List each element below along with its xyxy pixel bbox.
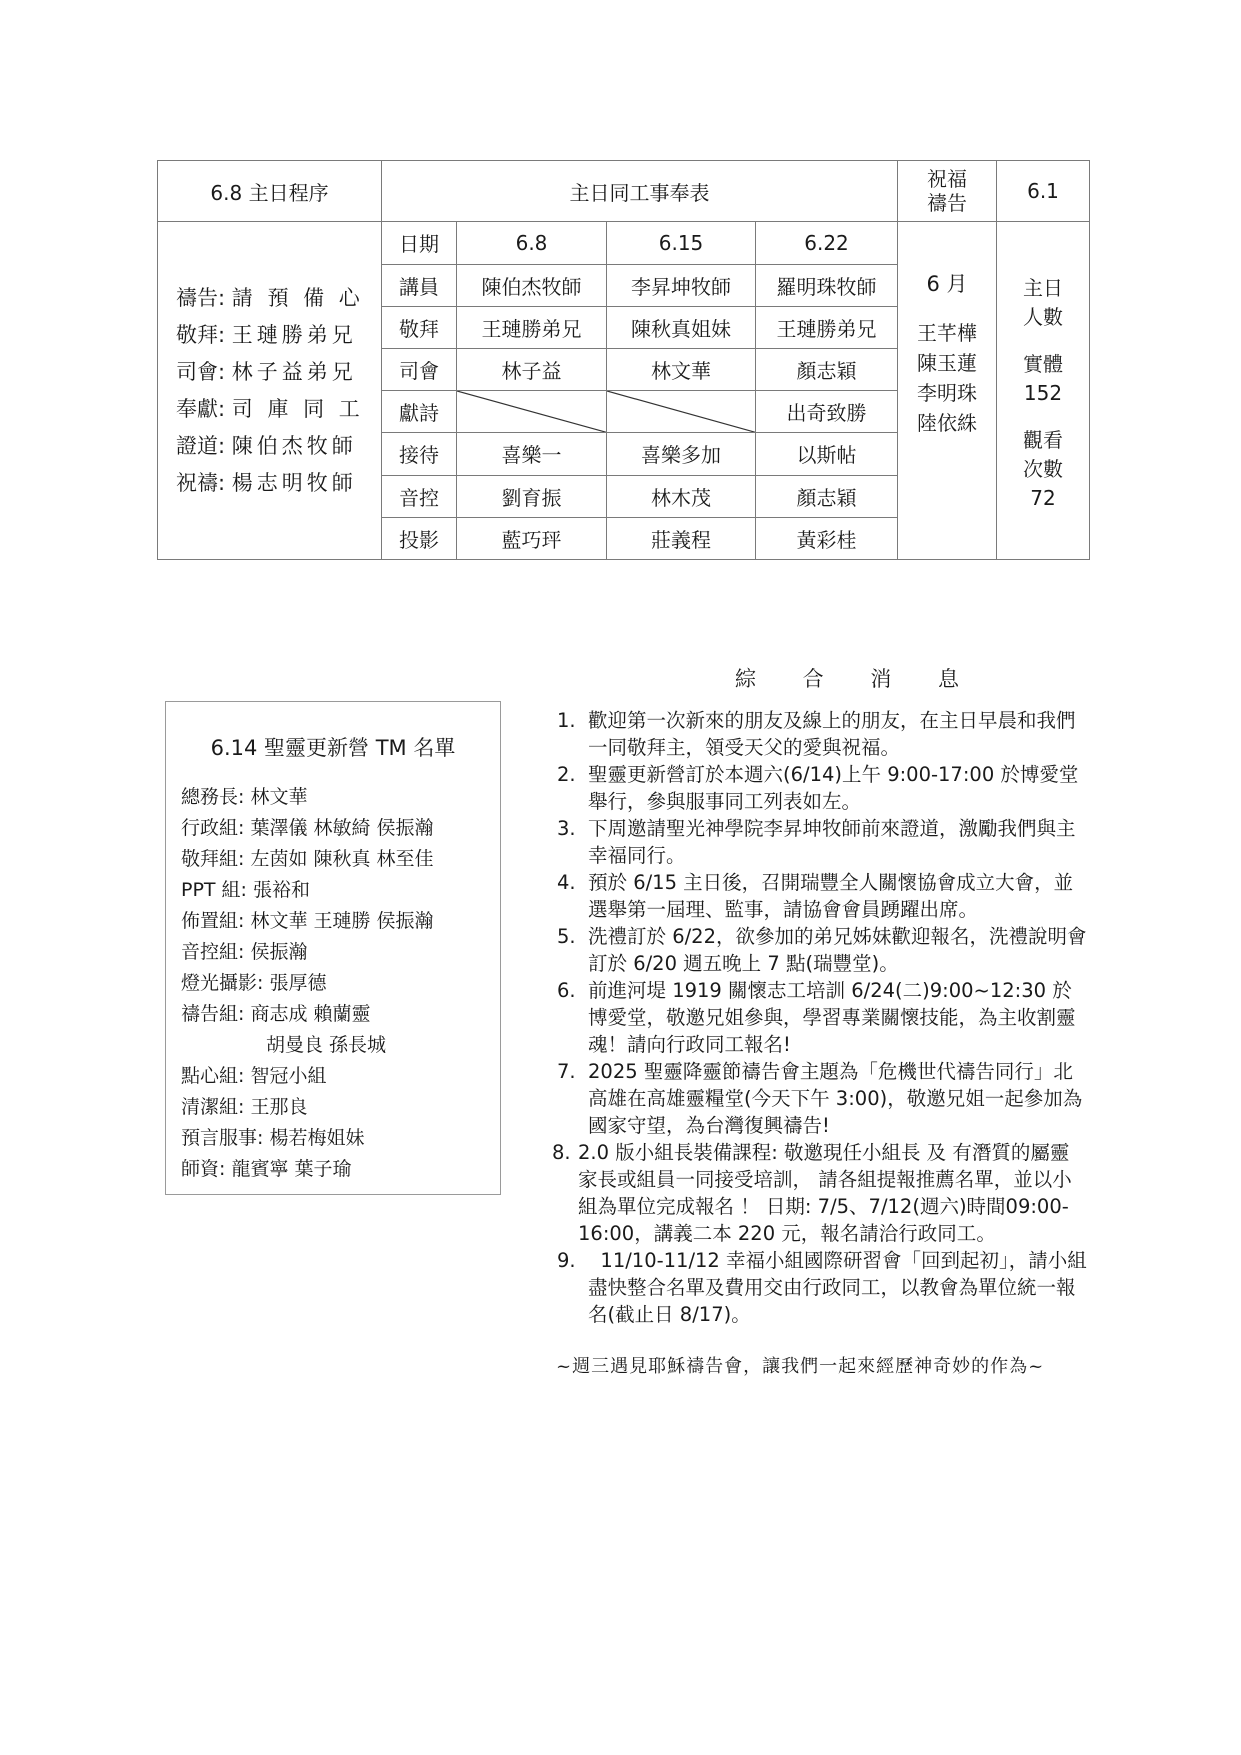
news-item: 8. 2.0 版小組長裝備課程: 敬邀現任小組長 及 有潛質的屬靈家長或組員一同接受培訓， 請各組提報推薦名單，並以小組為單位完成報名 ！ 日期: 7/5、7/12(週六)時間09:00-16:00，講義二本 220 元，報名請洽行政同工。 (552, 1141, 1072, 1245)
schedule-cell: 李昇坤牧師 (607, 264, 756, 306)
schedule-header-date: 日期 (382, 222, 457, 264)
schedule-role: 接待 (382, 433, 457, 475)
tm-roster-item: 佈置組: 林文華 王璉勝 侯振瀚 (181, 910, 434, 932)
schedule-cell: 顏志穎 (756, 475, 898, 517)
schedule-cell: 莊義程 (607, 517, 756, 559)
prayer-name: 王芊樺 (917, 321, 977, 346)
tm-roster-list (181, 782, 500, 1185)
program-list (176, 280, 381, 502)
tm-roster-item: PPT 組: 張裕和 (181, 879, 311, 901)
tm-roster-item: 禱告組: 商志成 賴蘭靈 (181, 1003, 371, 1025)
news-item: 9. 11/10-11/12 幸福小組國際研習會「回到起初」，請小組盡快整合名單及費用交由行政同工，以教會為單位統一報名(截止日 8/17)。 (557, 1249, 1087, 1326)
program-item: 司會: 林子益弟兄 (176, 359, 357, 384)
tm-roster-item: 預言服事: 楊若梅姐妹 (181, 1127, 365, 1149)
attendance-cell (997, 222, 1090, 560)
tm-roster-item: 敬拜組: 左茵如 陳秋真 林至佳 (181, 848, 434, 870)
program-title: 6.8 主日程序 (158, 161, 382, 222)
schedule-cell: 黃彩桂 (756, 517, 898, 559)
program-item: 奉獻: 司 庫 同 工 (176, 396, 364, 421)
schedule-cell: 王璉勝弟兄 (457, 306, 607, 348)
tm-roster-item: 音控組: 侯振瀚 (181, 941, 308, 963)
schedule-cell: 劉育振 (457, 475, 607, 517)
tm-roster-title: 6.14 聖靈更新營 TM 名單 (210, 736, 456, 760)
prayer-cell (898, 222, 997, 560)
attendance-label: 人數 (1023, 305, 1063, 330)
schedule-role: 司會 (382, 348, 457, 390)
tm-roster-item: 清潔組: 王那良 (181, 1096, 308, 1118)
empty-slash-cell (457, 391, 607, 433)
program-item: 祝禱: 楊志明牧師 (176, 470, 357, 495)
schedule-header-date: 6.8 (457, 222, 607, 264)
schedule-cell: 陳伯杰牧師 (457, 264, 607, 306)
schedule-cell: 陳秋真姐妹 (607, 306, 756, 348)
prayer-title: 祝福禱告 (898, 161, 997, 222)
physical-value: 152 (1023, 381, 1063, 406)
physical-label: 實體 (1023, 352, 1063, 377)
empty-slash-cell (607, 391, 756, 433)
closing-line: ~週三遇見耶穌禱告會，讓我們一起來經歷神奇妙的作為~ (556, 1356, 1045, 1377)
program-item: 禱告: 請 預 備 心 (176, 285, 364, 310)
schedule-cell: 羅明珠牧師 (756, 264, 898, 306)
news-item: 3. 下周邀請聖光神學院李昇坤牧師前來證道，激勵我們與主幸福同行。 (557, 817, 1076, 867)
prayer-name: 陸依絑 (917, 411, 977, 436)
prayer-name: 李明珠 (917, 381, 977, 406)
service-schedule-table (157, 160, 1090, 560)
news-item: 7. 2025 聖靈降靈節禱告會主題為「危機世代禱告同行」北高雄在高雄靈糧堂(今天下午 3:00)，敬邀兄姐一起參加為國家守望，為台灣復興禱告! (557, 1060, 1083, 1137)
views-label: 觀看 (1023, 428, 1063, 453)
schedule-role: 講員 (382, 264, 457, 306)
schedule-cell: 林木茂 (607, 475, 756, 517)
schedule-cell: 喜樂多加 (607, 433, 756, 475)
schedule-cell: 王璉勝弟兄 (756, 306, 898, 348)
program-list-cell (158, 222, 382, 560)
schedule-role: 敬拜 (382, 306, 457, 348)
schedule-cell: 顏志穎 (756, 348, 898, 390)
news-item: 5. 洗禮訂於 6/22，欲參加的弟兄姊妹歡迎報名，洗禮說明會訂於 6/20 週五晚上 7 點(瑞豐堂)。 (557, 925, 1087, 975)
program-item: 證道: 陳伯杰牧師 (176, 433, 357, 458)
news-item: 1. 歡迎第一次新來的朋友及線上的朋友，在主日早晨和我們一同敬拜主，領受天父的愛與祝福。 (557, 709, 1076, 759)
news-item: 6. 前進河堤 1919 關懷志工培訓 6/24(二)9:00~12:30 於博愛堂，敬邀兄姐參與，學習專業關懷技能，為主收割靈魂！請向行政同工報名! (557, 979, 1076, 1056)
prayer-names (898, 318, 996, 438)
tm-roster-item: 胡曼良 孫長城 (266, 1034, 387, 1056)
news-item: 4. 預於 6/15 主日後，召開瑞豐全人關懷協會成立大會，並選舉第一屆理、監事，請協會會員踴躍出席。 (557, 871, 1074, 921)
views-label: 次數 (1023, 457, 1063, 482)
tm-roster-item: 總務長: 林文華 (181, 786, 308, 808)
schedule-cell: 林文華 (607, 348, 756, 390)
schedule-role: 獻詩 (382, 391, 457, 433)
schedule-cell: 喜樂一 (457, 433, 607, 475)
views-value: 72 (1030, 486, 1056, 511)
tm-roster-item: 燈光攝影: 張厚德 (181, 972, 327, 994)
program-item: 敬拜: 王璉勝弟兄 (176, 322, 357, 347)
tm-roster-item: 行政組: 葉澤儀 林敏綺 侯振瀚 (181, 817, 434, 839)
schedule-role: 音控 (382, 475, 457, 517)
schedule-header-date: 6.15 (607, 222, 756, 264)
prayer-name: 陳玉蓮 (917, 351, 977, 376)
schedule-role: 投影 (382, 517, 457, 559)
prayer-month: 6 月 (926, 272, 968, 297)
tm-roster-item: 師資: 龍賓寧 葉子瑜 (181, 1158, 352, 1180)
news-item: 2. 聖靈更新營訂於本週六(6/14)上午 9:00-17:00 於博愛堂舉行，參與服事同工列表如左。 (557, 763, 1079, 813)
schedule-cell: 藍巧玶 (457, 517, 607, 559)
schedule-cell: 以斯帖 (756, 433, 898, 475)
schedule-cell: 林子益 (457, 348, 607, 390)
schedule-cell: 出奇致勝 (756, 391, 898, 433)
tm-roster-item: 點心組: 智冠小組 (181, 1065, 327, 1087)
attendance-label: 主日 (1023, 276, 1063, 301)
schedule-header-date: 6.22 (756, 222, 898, 264)
news-list (552, 707, 1088, 1328)
attendance-stack (997, 274, 1089, 513)
tm-roster-box (165, 701, 501, 1195)
schedule-title: 主日同工事奉表 (382, 161, 898, 222)
date-col-title: 6.1 (997, 161, 1090, 222)
news-heading: 綜 合 消 息 (735, 667, 980, 691)
